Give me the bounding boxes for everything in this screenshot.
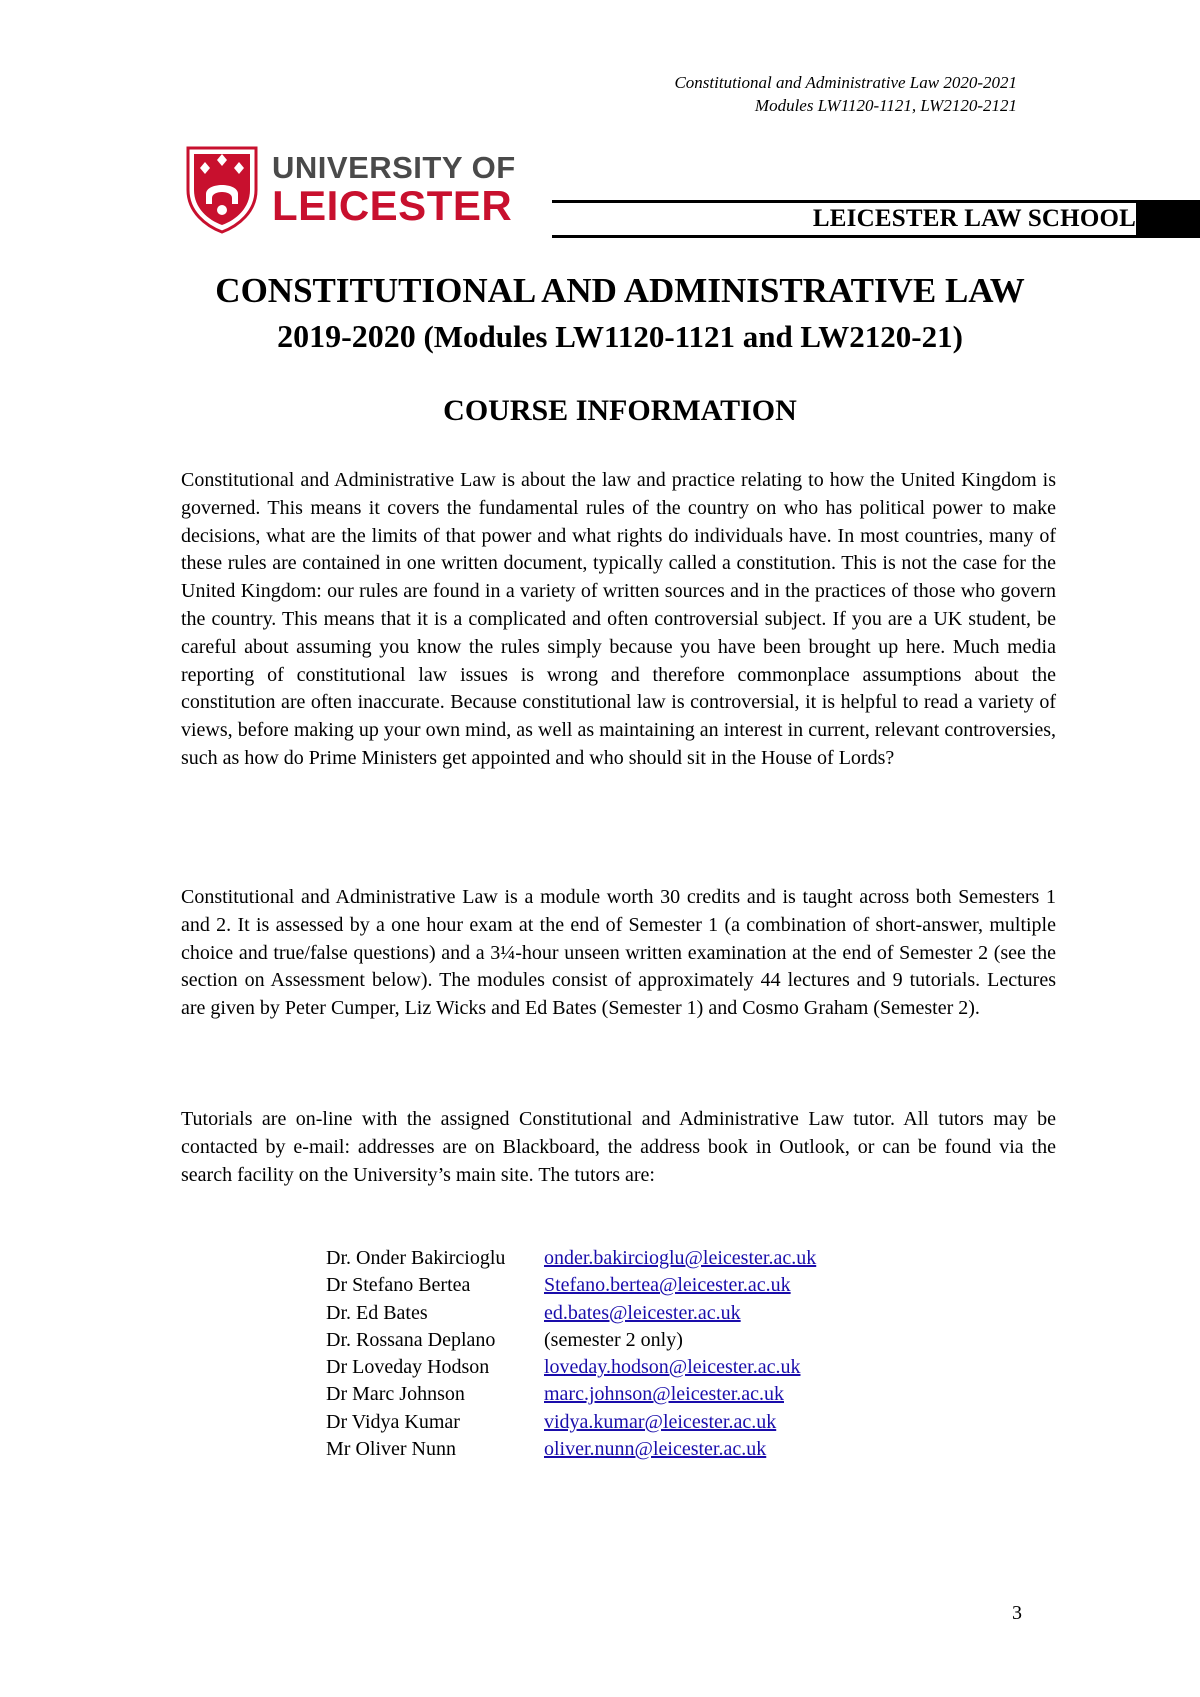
tutor-row — [326, 1381, 816, 1408]
tutor-name: Dr Stefano Bertea — [326, 1274, 471, 1297]
tutor-name: Dr. Rossana Deplano — [326, 1328, 496, 1351]
tutor-email-link[interactable]: Stefano.bertea@leicester.ac.uk — [544, 1274, 791, 1297]
tutor-name: Dr Marc Johnson — [326, 1383, 465, 1406]
tutor-email-link[interactable]: vidya.kumar@leicester.ac.uk — [544, 1410, 777, 1433]
module-paragraph: Constitutional and Administrative Law is a module worth 30 credits and is taught across both Semesters 1 and 2. It is assessed by a one hour exam at the end of Semester 1 (a combination of short-answer, multiple choice and true/false questions) and a 3¼-hour unseen written examination at the end of Semester 2 (see the section on Assessment below). The modules consist of approximately 44 lectures and 9 tutorials. Lectures are given by Peter Cumper, Liz Wicks and Ed Bates (Semester 1) and Cosmo Graham (Semester 2). — [181, 886, 1056, 1020]
tutor-email-link[interactable]: oliver.nunn@leicester.ac.uk — [544, 1438, 767, 1461]
tutor-name: Dr. Onder Bakircioglu — [326, 1247, 506, 1269]
tutor-name: Dr. Ed Bates — [326, 1301, 428, 1324]
logo-text-university-of: UNIVERSITY OF — [272, 150, 516, 185]
tutor-name: Dr Vidya Kumar — [326, 1410, 460, 1433]
page-title: CONSTITUTIONAL AND ADMINISTRATIVE LAW — [215, 271, 1025, 310]
tutor-row — [326, 1327, 816, 1354]
logo-text-leicester: LEICESTER — [272, 182, 513, 229]
page-number: 3 — [1012, 1602, 1022, 1624]
tutor-list — [326, 1245, 816, 1463]
tutor-row — [326, 1300, 816, 1327]
tutor-name: Mr Oliver Nunn — [326, 1438, 456, 1461]
tutor-row — [326, 1245, 816, 1272]
tutor-availability-note: (semester 2 only) — [544, 1328, 683, 1351]
tutor-row — [326, 1409, 816, 1436]
running-header-course: Constitutional and Administrative Law 2020-2021 — [674, 73, 1017, 92]
tutor-row — [326, 1272, 816, 1299]
tutor-row — [326, 1354, 816, 1381]
university-logo — [186, 146, 531, 236]
tutor-email-link[interactable]: loveday.hodson@leicester.ac.uk — [544, 1356, 801, 1379]
shield-crest-icon — [186, 146, 258, 234]
intro-paragraph: Constitutional and Administrative Law is about the law and practice relating to how the United Kingdom is governed. This means it covers the fundamental rules of the country on who has political power to make decisions, what are the limits of that power and what rights do individuals have. In most countries, many of these rules are contained in one written document, typically called a constitution. This is not the case for the United Kingdom: our rules are found in a variety of written sources and in the practices of those who govern the country. This means that it is a complicated and often controversial subject. If you are a UK student, be careful about assuming you know the rules simply because you have been brought up here. Much media reporting of constitutional law issues is wrong and therefore commonplace assumptions about the constitution are often inaccurate. Because constitutional law is controversial, it is helpful to read a variety of views, before making up your own mind, as well as maintaining an interest in current, relevant controversies, such as how do Prime Ministers get appointed and who should sit in the House of Lords? — [181, 469, 1056, 769]
running-header — [674, 71, 1017, 117]
title-modules: (Modules LW1120-1121 and LW2120-21) — [415, 319, 963, 354]
tutor-name: Dr Loveday Hodson — [326, 1356, 490, 1379]
tutor-row — [326, 1436, 816, 1463]
school-name: LEICESTER LAW SCHOOL — [551, 203, 1136, 235]
page-title-year-line — [0, 316, 1200, 357]
tutor-email-link[interactable]: ed.bates@leicester.ac.uk — [544, 1301, 741, 1324]
tutor-email-link[interactable]: onder.bakircioglu@leicester.ac.uk — [544, 1247, 817, 1269]
running-header-modules: Modules LW1120-1121, LW2120-2121 — [754, 96, 1017, 115]
section-heading: COURSE INFORMATION — [443, 394, 797, 427]
tutor-email-link[interactable]: marc.johnson@leicester.ac.uk — [544, 1383, 784, 1406]
tutorials-paragraph: Tutorials are on-line with the assigned Constitutional and Administrative Law tutor. All tutors may be contacted by e-mail: addresses are on Blackboard, the address book in Outlook, or can be found via the search facility on the University’s main site. The tutors are: — [181, 1108, 1056, 1186]
title-year: 2019-2020 — [277, 318, 416, 354]
